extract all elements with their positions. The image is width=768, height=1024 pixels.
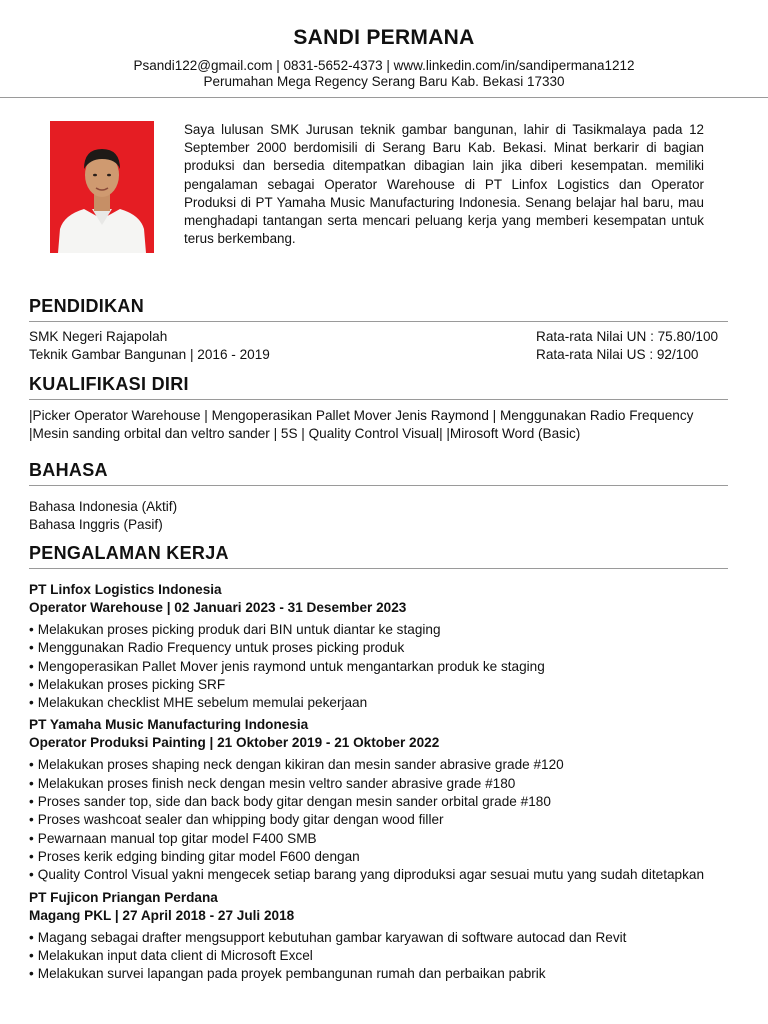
education-section [29, 296, 728, 364]
job-role: Operator Produksi Painting | 21 Oktober 2019 - 21 Oktober 2022 [29, 735, 440, 751]
contact-line: Psandi122@gmail.com | 0831-5652-4373 | www.linkedin.com/in/sandipermana1212 [133, 58, 635, 73]
job-task: • Melakukan proses picking SRF [29, 676, 728, 694]
job-task: • Pewarnaan manual top gitar model F400 SMB [29, 830, 728, 848]
job-task: • Mengoperasikan Pallet Mover jenis raymond untuk mengantarkan produk ke staging [29, 658, 728, 676]
candidate-name: SANDI PERMANA [293, 26, 475, 49]
job-task: • Melakukan proses picking produk dari BIN untuk diantar ke staging [29, 621, 728, 639]
language-item: Bahasa Inggris (Pasif) [29, 517, 163, 532]
job-task: • Melakukan checklist MHE sebelum memulai pekerjaan [29, 694, 728, 712]
language-item: Bahasa Indonesia (Aktif) [29, 499, 178, 514]
profile-photo [50, 121, 154, 253]
job-task: • Melakukan survei lapangan pada proyek pembangunan rumah dan perbaikan pabrik [29, 965, 728, 983]
resume-header [0, 0, 768, 89]
languages-title: BAHASA [29, 460, 108, 480]
job-entry [29, 889, 728, 984]
job-task: • Proses kerik edging binding gitar model F600 dengan [29, 848, 728, 866]
job-role: Magang PKL | 27 April 2018 - 27 Juli 2018 [29, 907, 295, 923]
header-divider [0, 97, 768, 98]
languages-section [29, 460, 728, 534]
experience-title: PENGALAMAN KERJA [29, 543, 229, 563]
job-task: • Magang sebagai drafter mengsupport kebutuhan gambar karyawan di software autocad dan Revit [29, 929, 728, 947]
profile-summary: Saya lulusan SMK Jurusan teknik gambar bangunan, lahir di Tasikmalaya pada 12 September 2000 berdomisili di Serang Baru Kab. Bekasi. Minat berkarir di bagian produksi dan bersedia ditempatkan dibagian lain jika diberi kesempatan. memiliki pengalaman sebagai Operator Warehouse di PT Linfox Logistics dan Operator Produksi di PT Yamaha Music Manufacturing Indonesia. Senang belajar hal baru, mau menghadapi tantangan serta mencari peluang kerja yang memberi kesempatan untuk terus berkembang. [184, 122, 704, 247]
job-entry [29, 716, 728, 884]
job-task: • Proses washcoat sealer dan whipping body gitar dengan wood filler [29, 811, 728, 829]
address-line: Perumahan Mega Regency Serang Baru Kab. Bekasi 17330 [203, 74, 565, 89]
score-us: Rata-rata Nilai US : 92/100 [536, 347, 699, 362]
education-title: PENDIDIKAN [29, 296, 145, 316]
qualification-line: |Picker Operator Warehouse | Mengoperasikan Pallet Mover Jenis Raymond | Menggunakan Radio Frequency [29, 408, 694, 423]
job-entry [29, 581, 728, 712]
section-divider [29, 399, 728, 400]
score-un: Rata-rata Nilai UN : 75.80/100 [536, 329, 719, 344]
school-name: SMK Negeri Rajapolah [29, 329, 168, 344]
job-task: • Quality Control Visual yakni mengecek setiap barang yang diproduksi agar sesuai mutu yang sudah ditetapkan [29, 866, 728, 884]
job-company: PT Yamaha Music Manufacturing Indonesia [29, 717, 309, 733]
section-divider [29, 321, 728, 322]
job-task: • Melakukan input data client di Microsoft Excel [29, 947, 728, 965]
job-task: • Melakukan proses finish neck dengan mesin veltro sander abrasive grade #180 [29, 775, 728, 793]
job-task: • Menggunakan Radio Frequency untuk proses picking produk [29, 639, 728, 657]
qualifications-section [29, 374, 728, 443]
job-company: PT Fujicon Priangan Perdana [29, 889, 218, 905]
job-task: • Proses sander top, side dan back body gitar dengan mesin sander orbital grade #180 [29, 793, 728, 811]
job-task: • Melakukan proses shaping neck dengan kikiran dan mesin sander abrasive grade #120 [29, 756, 728, 774]
experience-section [29, 543, 728, 987]
section-divider [29, 485, 728, 486]
school-program: Teknik Gambar Bangunan | 2016 - 2019 [29, 347, 270, 362]
section-divider [29, 568, 728, 569]
qualification-line: |Mesin sanding orbital dan veltro sander | 5S | Quality Control Visual| |Mirosoft Word (Basic) [29, 426, 581, 441]
qualifications-title: KUALIFIKASI DIRI [29, 374, 189, 394]
job-company: PT Linfox Logistics Indonesia [29, 582, 222, 597]
job-role: Operator Warehouse | 02 Januari 2023 - 31 Desember 2023 [29, 600, 407, 615]
